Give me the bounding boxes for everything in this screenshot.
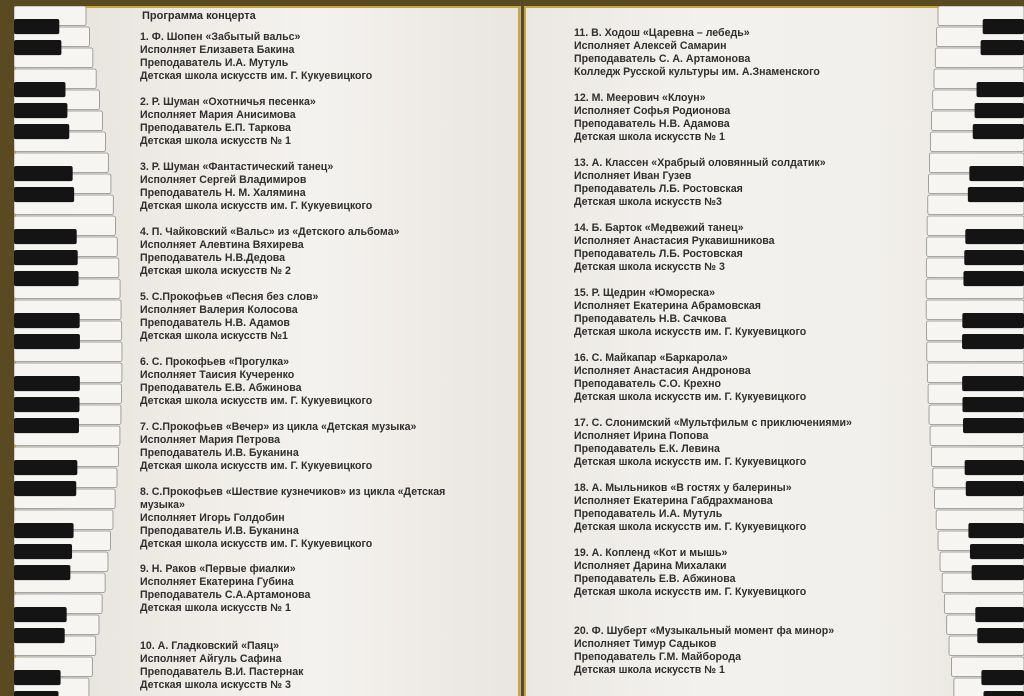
black-key xyxy=(977,628,1024,643)
program-item xyxy=(140,291,510,343)
teacher-line: Преподаватель С. А. Артамонова xyxy=(574,53,751,65)
teacher-line: Преподаватель И.В. Буканина xyxy=(140,525,299,537)
school-line: Детская школа искусств им. Г. Кукуевицкого xyxy=(574,521,807,533)
black-key xyxy=(966,481,1024,496)
program-item xyxy=(140,486,510,551)
program-item xyxy=(140,640,510,692)
piece-title: 10. А. Гладковский «Паяц» xyxy=(140,640,280,652)
teacher-line: Преподаватель Н.В. Сачкова xyxy=(574,313,727,325)
piece-title: 9. Н. Раков «Первые фиалки» xyxy=(140,563,296,575)
left-page xyxy=(14,6,521,696)
black-key xyxy=(963,418,1024,433)
black-key xyxy=(14,418,79,433)
program-item xyxy=(574,547,944,599)
black-key xyxy=(14,271,79,286)
piece-title: 19. А. Копленд «Кот и мышь» xyxy=(574,547,728,559)
performer-line: Исполняет Иван Гузев xyxy=(574,170,692,182)
black-key xyxy=(14,691,58,696)
program-item xyxy=(574,222,944,274)
black-key xyxy=(14,124,69,139)
black-key xyxy=(983,19,1024,34)
school-line: Детская школа искусств № 3 xyxy=(140,679,291,691)
school-line: Детская школа искусств № 1 xyxy=(140,135,291,147)
teacher-line: Преподаватель Н. М. Халямина xyxy=(140,187,306,199)
black-key xyxy=(14,250,78,265)
teacher-line: Преподаватель Е.В. Абжинова xyxy=(140,382,302,394)
school-line: Колледж Русской культуры им. А.Знаменского xyxy=(574,66,820,78)
piece-title: 16. С. Майкапар «Баркарола» xyxy=(574,352,728,364)
black-key xyxy=(975,607,1024,622)
school-line: Детская школа искусств № 1 xyxy=(140,602,291,614)
piece-title: 11. В. Ходош «Царевна – лебедь» xyxy=(574,27,750,39)
school-line: Детская школа искусств им. Г. Кукуевицкого xyxy=(574,391,807,403)
teacher-line: Преподаватель Е.П. Таркова xyxy=(140,122,291,134)
black-key xyxy=(14,229,77,244)
performer-line: Исполняет Елизавета Бакина xyxy=(140,44,295,56)
program-item xyxy=(574,352,944,404)
teacher-line: Преподаватель И.А. Мутуль xyxy=(574,508,723,520)
black-key xyxy=(968,187,1024,202)
black-key xyxy=(14,523,74,538)
black-key xyxy=(14,628,65,643)
performer-line: Исполняет Алексей Самарин xyxy=(574,40,727,52)
program-item xyxy=(574,625,944,677)
black-key xyxy=(14,544,72,559)
piece-title: 2. Р. Шуман «Охотничья песенка» xyxy=(140,96,316,108)
school-line: Детская школа искусств № 3 xyxy=(574,261,725,273)
piece-title: 18. А. Мыльников «В гостях у балерины» xyxy=(574,482,792,494)
program-item xyxy=(140,356,510,408)
teacher-line: Преподаватель Л.Б. Ростовская xyxy=(574,248,743,260)
performer-line: Исполняет Анастасия Андронова xyxy=(574,365,751,377)
teacher-line: Преподаватель И.А. Мутуль xyxy=(140,57,289,69)
black-key xyxy=(14,397,80,412)
school-line: Детская школа искусств им. Г. Кукуевицкого xyxy=(140,538,373,550)
black-key xyxy=(965,460,1024,475)
performer-line: Исполняет Мария Анисимова xyxy=(140,109,296,121)
program-item xyxy=(574,92,944,144)
black-key xyxy=(973,124,1024,139)
program-item xyxy=(140,226,510,278)
piece-title: 1. Ф. Шопен «Забытый вальс» xyxy=(140,31,301,43)
school-line: Детская школа искусств им. Г. Кукуевицкого xyxy=(140,460,373,472)
black-key xyxy=(14,313,80,328)
teacher-line: Преподаватель Е.К. Левина xyxy=(574,443,720,455)
black-key xyxy=(14,460,77,475)
performer-line: Исполняет Дарина Михалаки xyxy=(574,560,727,572)
teacher-line: Преподаватель Г.М. Майборода xyxy=(574,651,741,663)
piece-title: 14. Б. Барток «Медвежий танец» xyxy=(574,222,744,234)
black-key xyxy=(14,376,80,391)
school-line: Детская школа искусств им. Г. Кукуевицкого xyxy=(140,200,373,212)
performer-line: Исполняет Ирина Попова xyxy=(574,430,709,442)
performer-line: Исполняет Екатерина Губина xyxy=(140,576,294,588)
teacher-line: Преподаватель Е.В. Абжинова xyxy=(574,573,736,585)
black-key xyxy=(14,103,67,118)
program-item xyxy=(140,563,510,615)
black-key xyxy=(14,607,67,622)
black-key xyxy=(14,19,59,34)
school-line: Детская школа искусств № 1 xyxy=(574,131,725,143)
gold-border-left xyxy=(524,6,526,696)
school-line: Детская школа искусств им. Г. Кукуевицкого xyxy=(140,395,373,407)
black-key xyxy=(14,334,80,349)
performer-line: Исполняет Софья Родионова xyxy=(574,105,731,117)
piece-title: 6. С. Прокофьев «Прогулка» xyxy=(140,356,290,368)
program-item xyxy=(574,157,944,209)
school-line: Детская школа искусств им. Г. Кукуевицкого xyxy=(574,456,807,468)
black-key xyxy=(962,313,1024,328)
program-item xyxy=(574,27,944,79)
piece-title: 4. П. Чайковский «Вальс» из «Детского альбома» xyxy=(140,226,400,238)
school-line: Детская школа искусств №1 xyxy=(140,330,288,342)
black-key xyxy=(981,670,1024,685)
performer-line: Исполняет Игорь Голдобин xyxy=(140,512,285,524)
performer-line: Исполняет Валерия Колосова xyxy=(140,304,298,316)
school-line: Детская школа искусств им. Г. Кукуевицкого xyxy=(574,326,807,338)
black-key xyxy=(965,229,1024,244)
piano-keys-left xyxy=(14,6,126,696)
black-key xyxy=(962,334,1024,349)
piece-title: 3. Р. Шуман «Фантастический танец» xyxy=(140,161,334,173)
teacher-line: Преподаватель С.А.Артамонова xyxy=(140,589,311,601)
black-key xyxy=(963,271,1024,286)
school-line: Детская школа искусств №3 xyxy=(574,196,722,208)
black-key xyxy=(14,40,61,55)
performer-line: Исполняет Тимур Садыков xyxy=(574,638,717,650)
black-key xyxy=(14,187,74,202)
program-item xyxy=(574,482,944,534)
performer-line: Исполняет Екатерина Абрамовская xyxy=(574,300,761,312)
school-line: Детская школа искусств № 1 xyxy=(574,664,725,676)
black-key xyxy=(14,166,73,181)
teacher-line: Преподаватель В.И. Пастернак xyxy=(140,666,304,678)
teacher-line: Преподаватель Н.В. Адамова xyxy=(574,118,730,130)
piece-title: 17. С. Слонимский «Мультфильм с приключениями» xyxy=(574,417,852,429)
black-key xyxy=(14,670,61,685)
performer-line: Исполняет Мария Петрова xyxy=(140,434,281,446)
black-key xyxy=(968,523,1024,538)
performer-line: Исполняет Айгуль Сафина xyxy=(140,653,282,665)
performer-line: Исполняет Анастасия Рукавишникова xyxy=(574,235,775,247)
black-key xyxy=(972,565,1024,580)
right-page xyxy=(524,6,1024,696)
program-item xyxy=(140,96,510,148)
black-key xyxy=(977,82,1024,97)
piece-title: 15. Р. Щедрин «Юмореска» xyxy=(574,287,715,299)
school-line: Детская школа искусств им. Г. Кукуевицкого xyxy=(574,586,807,598)
black-key xyxy=(970,544,1024,559)
program-item xyxy=(140,421,510,473)
gold-border-right xyxy=(518,6,520,696)
program-item xyxy=(574,287,944,339)
teacher-line: Преподаватель Л.Б. Ростовская xyxy=(574,183,743,195)
black-key xyxy=(14,82,65,97)
program-item xyxy=(574,417,944,469)
piece-title: 20. Ф. Шуберт «Музыкальный момент фа минор» xyxy=(574,625,835,637)
black-key xyxy=(969,166,1024,181)
piece-title: 12. М. Меерович «Клоун» xyxy=(574,92,706,104)
piece-title: 8. С.Прокофьев «Шествие кузнечиков» из цикла «Детская музыка» xyxy=(140,486,446,511)
program-title: Программа концерта xyxy=(142,10,256,22)
program-item xyxy=(140,161,510,213)
black-key xyxy=(981,40,1024,55)
piece-title: 5. С.Прокофьев «Песня без слов» xyxy=(140,291,319,303)
black-key xyxy=(962,397,1024,412)
performer-line: Исполняет Таисия Кучеренко xyxy=(140,369,295,381)
black-key xyxy=(962,376,1024,391)
teacher-line: Преподаватель Н.В.Дедова xyxy=(140,252,286,264)
piece-title: 7. С.Прокофьев «Вечер» из цикла «Детская музыка» xyxy=(140,421,417,433)
black-key xyxy=(14,565,70,580)
teacher-line: Преподаватель Н.В. Адамов xyxy=(140,317,290,329)
performer-line: Исполняет Сергей Владимиров xyxy=(140,174,307,186)
school-line: Детская школа искусств им. Г. Кукуевицкого xyxy=(140,70,373,82)
performer-line: Исполняет Екатерина Габдрахманова xyxy=(574,495,773,507)
black-key xyxy=(975,103,1024,118)
black-key xyxy=(14,481,76,496)
school-line: Детская школа искусств № 2 xyxy=(140,265,291,277)
program-item xyxy=(140,31,510,83)
black-key xyxy=(964,250,1024,265)
teacher-line: Преподаватель И.В. Буканина xyxy=(140,447,299,459)
piece-title: 13. А. Классен «Храбрый оловянный солдатик» xyxy=(574,157,826,169)
black-key xyxy=(984,691,1024,696)
performer-line: Исполняет Алевтина Вяхирева xyxy=(140,239,304,251)
teacher-line: Преподаватель С.О. Крехно xyxy=(574,378,722,390)
